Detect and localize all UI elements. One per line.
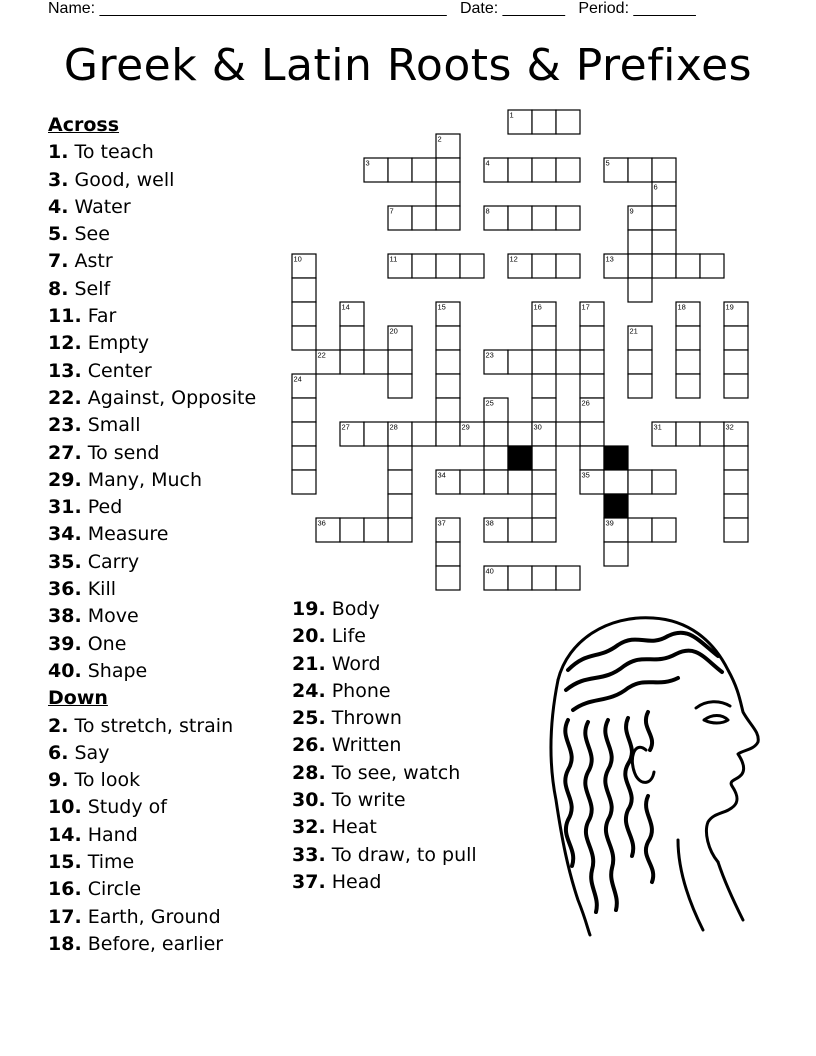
clue-item (48, 904, 256, 931)
clue-item (48, 740, 256, 767)
clue-number: 31. (48, 496, 82, 519)
clue-number-label: 29 (461, 422, 470, 432)
clue-number-label: 19 (725, 302, 734, 312)
clue-number-label: 31 (653, 422, 662, 432)
grid-cell[interactable] (556, 158, 580, 182)
clue-number: 27. (48, 441, 82, 464)
clue-number: 19. (292, 598, 326, 620)
clue-number: 32. (292, 816, 326, 839)
clue-number: 33. (292, 843, 326, 866)
grid-cell[interactable] (652, 518, 676, 542)
grid-cell[interactable] (292, 422, 316, 446)
grid-cell[interactable] (460, 470, 484, 494)
clue-number: 20. (292, 625, 326, 648)
clue-number-label: 26 (581, 398, 590, 408)
clue-number-label: 9 (629, 206, 634, 216)
clue-item (48, 849, 256, 876)
clue-text: See (74, 223, 110, 246)
grid-cell[interactable] (412, 422, 436, 446)
clue-item (48, 494, 256, 521)
grid-cell[interactable] (436, 182, 460, 206)
grid-cell[interactable] (724, 326, 748, 350)
grid-cell[interactable] (412, 206, 436, 230)
grid-cell[interactable] (532, 518, 556, 542)
clue-number-label: 12 (509, 254, 518, 264)
clue-item (48, 603, 256, 630)
grid-cell[interactable] (556, 110, 580, 134)
clue-text: To write (331, 789, 406, 812)
grid-cell[interactable] (532, 110, 556, 134)
down-clue-list-continued (292, 596, 477, 896)
clue-number: 17. (48, 905, 82, 928)
grid-cell[interactable] (460, 254, 484, 278)
grid-cell[interactable] (532, 206, 556, 230)
clue-number: 7. (48, 250, 69, 273)
clue-number: 37. (292, 870, 326, 893)
grid-cell[interactable] (532, 254, 556, 278)
grid-cell[interactable] (484, 446, 508, 470)
grid-cell[interactable] (364, 350, 388, 374)
clue-text: To draw, to pull (331, 843, 477, 866)
grid-cell[interactable] (388, 470, 412, 494)
clue-item (292, 814, 477, 841)
grid-cell[interactable] (292, 446, 316, 470)
grid-cell[interactable] (292, 326, 316, 350)
clue-item (48, 358, 256, 385)
grid-cell[interactable] (604, 542, 628, 566)
date-label: Date: (459, 0, 499, 17)
clue-number: 30. (292, 789, 326, 812)
clue-number-label: 6 (653, 182, 658, 192)
clue-item (48, 194, 256, 221)
grid-cell[interactable] (724, 374, 748, 398)
grid-cell[interactable] (508, 566, 532, 590)
grid-cell[interactable] (292, 398, 316, 422)
grid-cell[interactable] (508, 158, 532, 182)
clue-text: Say (74, 741, 110, 764)
clue-number-label: 1 (509, 110, 514, 120)
clue-number: 9. (48, 769, 69, 792)
clue-item (48, 276, 256, 303)
clue-number-label: 34 (437, 470, 446, 480)
clue-text: To stretch, strain (74, 714, 234, 737)
clue-item (292, 787, 477, 814)
clue-number: 5. (48, 223, 69, 246)
page-title: Greek & Latin Roots & Prefixes (63, 40, 753, 91)
grid-cell[interactable] (724, 494, 748, 518)
grid-cell[interactable] (388, 158, 412, 182)
clue-item (292, 678, 477, 705)
grid-cell[interactable] (676, 374, 700, 398)
clue-number-label: 18 (677, 302, 686, 312)
clue-text: Empty (87, 332, 149, 355)
grid-cell[interactable] (508, 350, 532, 374)
clue-item (48, 440, 256, 467)
clue-number: 2. (48, 714, 69, 737)
clue-number: 35. (48, 550, 82, 573)
clue-item (48, 385, 256, 412)
clue-item (48, 658, 256, 685)
clue-text: Ped (87, 496, 123, 519)
clue-item (48, 767, 256, 794)
name-label: Name: (48, 0, 96, 17)
grid-cell[interactable] (676, 326, 700, 350)
period-label: Period: (578, 0, 630, 17)
clue-text: Center (87, 359, 152, 382)
grid-cell[interactable] (580, 446, 604, 470)
grid-cell[interactable] (292, 302, 316, 326)
clue-text: Before, earlier (87, 932, 224, 955)
clue-text: Life (331, 625, 366, 648)
grid-cell[interactable] (340, 518, 364, 542)
clue-text: To see, watch (331, 761, 461, 784)
clue-item (292, 623, 477, 650)
clue-item (48, 876, 256, 903)
grid-cell[interactable] (484, 470, 508, 494)
clue-number-label: 25 (485, 398, 494, 408)
clue-number-label: 28 (389, 422, 398, 432)
clue-item (48, 467, 256, 494)
clue-number-label: 5 (605, 158, 610, 168)
grid-cell[interactable] (652, 206, 676, 230)
clue-number-label: 33 (605, 446, 614, 456)
grid-cell[interactable] (364, 518, 388, 542)
grid-cell[interactable] (412, 158, 436, 182)
clue-number: 4. (48, 195, 69, 218)
clue-text: Time (87, 851, 135, 874)
clue-number: 39. (48, 632, 82, 655)
grid-cell[interactable] (508, 470, 532, 494)
grid-cell[interactable] (388, 494, 412, 518)
clue-text: Body (331, 598, 380, 620)
grid-cell[interactable] (436, 542, 460, 566)
grid-cell[interactable] (628, 350, 652, 374)
clue-number: 11. (48, 305, 82, 328)
grid-cell[interactable] (652, 470, 676, 494)
clue-item (48, 412, 256, 439)
grid-cell[interactable] (580, 422, 604, 446)
grid-cell[interactable] (388, 518, 412, 542)
clue-number-label: 37 (437, 518, 446, 528)
clue-number-label: 13 (605, 254, 614, 264)
clue-item (292, 732, 477, 759)
clue-item (48, 931, 256, 958)
grid-cell[interactable] (724, 446, 748, 470)
clue-number: 8. (48, 277, 69, 300)
grid-cell[interactable] (340, 350, 364, 374)
grid-cell[interactable] (436, 158, 460, 182)
clue-text: One (87, 632, 127, 655)
clue-item (48, 303, 256, 330)
clue-number: 1. (48, 141, 69, 164)
grid-cell[interactable] (340, 326, 364, 350)
clue-item (292, 651, 477, 678)
grid-cell[interactable] (484, 422, 508, 446)
grid-cell[interactable] (676, 422, 700, 446)
grid-cell[interactable] (436, 254, 460, 278)
clue-text: Thrown (331, 707, 402, 730)
clue-number: 10. (48, 796, 82, 819)
clue-text: Hand (87, 823, 138, 846)
down-heading: Down (48, 687, 108, 710)
black-cell (604, 494, 628, 518)
clue-number-label: 23 (485, 350, 494, 360)
grid-cell[interactable] (292, 470, 316, 494)
clue-item (48, 549, 256, 576)
clues-left-column (48, 112, 256, 958)
clue-number-label: 16 (533, 302, 542, 312)
clue-item (48, 713, 256, 740)
name-blank[interactable]: _______________________________________ (99, 0, 447, 17)
clue-item (48, 576, 256, 603)
grid-cell[interactable] (724, 350, 748, 374)
grid-cell[interactable] (628, 158, 652, 182)
clue-number-label: 10 (293, 254, 302, 264)
clue-item (292, 596, 477, 623)
grid-cell[interactable] (724, 518, 748, 542)
grid-cell[interactable] (628, 254, 652, 278)
clue-number-label: 15 (437, 302, 446, 312)
grid-cell[interactable] (532, 494, 556, 518)
clue-number: 23. (48, 414, 82, 437)
clue-text: Study of (87, 796, 167, 819)
clue-text: Heat (331, 816, 377, 839)
clue-text: Phone (331, 679, 391, 702)
grid-cell[interactable] (700, 422, 724, 446)
grid-cell[interactable] (532, 158, 556, 182)
grid-cell[interactable] (652, 158, 676, 182)
clue-item (292, 869, 477, 896)
clue-number: 34. (48, 523, 82, 546)
clue-item (48, 330, 256, 357)
clue-number-label: 30 (533, 422, 542, 432)
grid-cell[interactable] (628, 374, 652, 398)
greek-bust-icon (528, 600, 768, 940)
clue-text: Written (331, 734, 402, 757)
clue-text: Move (87, 605, 139, 628)
clue-text: Circle (87, 878, 142, 901)
grid-cell[interactable] (508, 422, 532, 446)
grid-cell[interactable] (436, 374, 460, 398)
clue-item (48, 521, 256, 548)
grid-cell[interactable] (532, 398, 556, 422)
black-cell (508, 446, 532, 470)
clue-number-label: 32 (725, 422, 734, 432)
clue-number: 24. (292, 679, 326, 702)
clue-text: Measure (87, 523, 169, 546)
grid-cell[interactable] (628, 230, 652, 254)
clue-number: 18. (48, 932, 82, 955)
clue-number-label: 38 (485, 518, 494, 528)
clue-number: 36. (48, 578, 82, 601)
grid-cell[interactable] (436, 422, 460, 446)
clue-text: To look (74, 769, 141, 792)
clue-number-label: 36 (317, 518, 326, 528)
grid-cell[interactable] (556, 206, 580, 230)
clue-number-label: 4 (485, 158, 490, 168)
clue-number-label: 2 (437, 134, 442, 144)
grid-cell[interactable] (436, 566, 460, 590)
clue-number-label: 21 (629, 326, 638, 336)
clue-text: Good, well (74, 168, 175, 191)
clue-number-label: 24 (293, 374, 302, 384)
grid-cell[interactable] (580, 326, 604, 350)
clue-item (48, 221, 256, 248)
clue-number: 21. (292, 652, 326, 675)
grid-cell[interactable] (532, 566, 556, 590)
grid-cell[interactable] (436, 398, 460, 422)
grid-cell[interactable] (364, 422, 388, 446)
clue-number-label: 17 (581, 302, 590, 312)
clue-number-label: 22 (317, 350, 326, 360)
grid-cell[interactable] (532, 350, 556, 374)
clue-text: Word (331, 652, 381, 675)
clue-number-label: 20 (389, 326, 398, 336)
clue-item (292, 705, 477, 732)
grid-cell[interactable] (292, 278, 316, 302)
clue-item (48, 631, 256, 658)
grid-cell[interactable] (604, 470, 628, 494)
grid-cell[interactable] (412, 254, 436, 278)
clue-number-label: 11 (389, 254, 398, 264)
grid-cell[interactable] (724, 470, 748, 494)
clue-number: 25. (292, 707, 326, 730)
clue-number: 6. (48, 741, 69, 764)
grid-cell[interactable] (628, 518, 652, 542)
grid-cell[interactable] (556, 350, 580, 374)
date-blank[interactable]: _______ (502, 0, 565, 17)
clue-number: 14. (48, 823, 82, 846)
clue-item (292, 760, 477, 787)
clue-number: 3. (48, 168, 69, 191)
grid-cell[interactable] (652, 230, 676, 254)
clue-text: Astr (74, 250, 113, 273)
clue-number: 28. (292, 761, 326, 784)
grid-cell[interactable] (580, 374, 604, 398)
clue-item (292, 842, 477, 869)
clue-text: Shape (87, 659, 148, 682)
grid-cell[interactable] (676, 254, 700, 278)
clue-text: Earth, Ground (87, 905, 221, 928)
grid-cell[interactable] (508, 206, 532, 230)
grid-cell[interactable] (652, 254, 676, 278)
grid-cell[interactable] (556, 254, 580, 278)
clue-text: Far (87, 305, 117, 328)
clue-text: Self (74, 277, 111, 300)
clue-item (48, 794, 256, 821)
clue-item (48, 822, 256, 849)
clues-right-column (292, 596, 477, 896)
grid-cell[interactable] (508, 518, 532, 542)
clue-number-label: 3 (365, 158, 370, 168)
clue-number: 22. (48, 386, 82, 409)
clue-number: 12. (48, 332, 82, 355)
down-clue-list (48, 713, 256, 959)
clue-item (48, 248, 256, 275)
across-heading: Across (48, 114, 120, 136)
grid-cell[interactable] (532, 470, 556, 494)
clue-number: 13. (48, 359, 82, 382)
grid-cell[interactable] (532, 446, 556, 470)
clue-text: Head (331, 870, 382, 893)
clue-text: Against, Opposite (87, 386, 257, 409)
clue-number-label: 35 (581, 470, 590, 480)
grid-cell[interactable] (628, 470, 652, 494)
grid-cell[interactable] (628, 278, 652, 302)
grid-cell[interactable] (556, 566, 580, 590)
clue-text: Many, Much (87, 468, 203, 491)
clue-text: To send (87, 441, 160, 464)
clue-number-label: 14 (341, 302, 350, 312)
grid-cell[interactable] (388, 374, 412, 398)
clue-number: 38. (48, 605, 82, 628)
grid-cell[interactable] (388, 350, 412, 374)
grid-cell[interactable] (700, 254, 724, 278)
period-blank[interactable]: _______ (633, 0, 696, 17)
clue-text: Carry (87, 550, 140, 573)
clue-number-label: 39 (605, 518, 614, 528)
grid-cell[interactable] (532, 374, 556, 398)
clue-number: 29. (48, 468, 82, 491)
grid-cell[interactable] (436, 206, 460, 230)
clue-number-label: 27 (341, 422, 350, 432)
clue-number: 40. (48, 659, 82, 682)
clue-number: 16. (48, 878, 82, 901)
clue-item (48, 167, 256, 194)
clue-text: To teach (74, 141, 154, 164)
clue-number-label: 40 (485, 566, 494, 576)
clue-text: Small (87, 414, 141, 437)
grid-cell[interactable] (676, 350, 700, 374)
clue-number-label: 8 (485, 206, 490, 216)
clue-item (48, 139, 256, 166)
grid-cell[interactable] (436, 326, 460, 350)
clue-number: 15. (48, 851, 82, 874)
clue-number: 26. (292, 734, 326, 757)
across-clue-list (48, 139, 256, 685)
grid-cell[interactable] (532, 326, 556, 350)
grid-cell[interactable] (436, 350, 460, 374)
clue-text: Water (74, 195, 131, 218)
grid-cell[interactable] (388, 446, 412, 470)
grid-cell[interactable] (556, 422, 580, 446)
clue-number-label: 7 (389, 206, 394, 216)
clue-text: Kill (87, 578, 117, 601)
grid-cell[interactable] (580, 350, 604, 374)
